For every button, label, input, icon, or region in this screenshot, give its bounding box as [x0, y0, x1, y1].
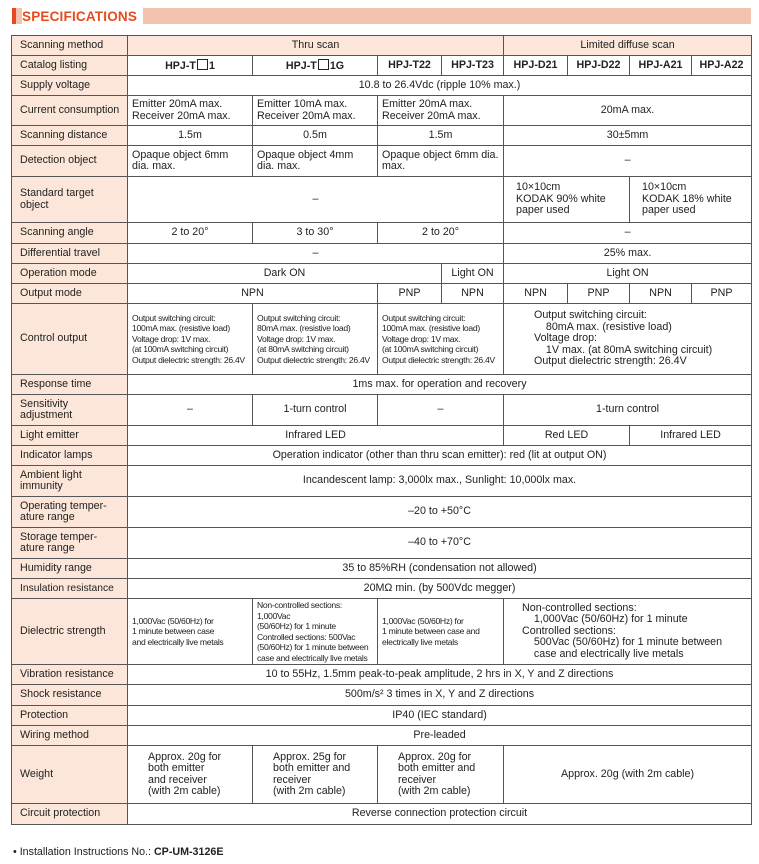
- value-angle-1: 2 to 20°: [128, 223, 253, 244]
- label-wiring: Wiring method: [12, 726, 128, 746]
- value-dielectric-2: Non-controlled sections: 1,000Vac (50/60Hz) for 1 minute Controlled sections: 500Vac (50/60Hz) for 1 minute between case and electrically live metals: [253, 599, 378, 665]
- model-hpj-d21: HPJ-D21: [504, 56, 568, 76]
- value-dielectric-3: 1,000Vac (50/60Hz) for 1 minute between case and electrically live metals: [378, 599, 504, 665]
- label-shock: Shock resistance: [12, 685, 128, 706]
- label-emitter: Light emitter: [12, 426, 128, 446]
- value-operating-temp: –20 to +50°C: [128, 497, 752, 528]
- model-hpj-d22: HPJ-D22: [568, 56, 630, 76]
- label-differential: Differential travel: [12, 244, 128, 264]
- value-emitter-a: Infrared LED: [630, 426, 752, 446]
- value-shock: 500m/s² 3 times in X, Y and Z directions: [128, 685, 752, 706]
- row-weight: [12, 746, 752, 804]
- value-indicator: Operation indicator (other than thru scan emitter): red (lit at output ON): [128, 446, 752, 466]
- value-emitter-d: Red LED: [504, 426, 630, 446]
- value-sensitivity-diffuse: 1-turn control: [504, 395, 752, 426]
- value-distance-diffuse: 30±5mm: [504, 126, 752, 146]
- label-current: Current consumption: [12, 96, 128, 126]
- value-response: 1ms max. for operation and recovery: [128, 375, 752, 395]
- row-target: [12, 177, 752, 223]
- label-target: Standard target object: [12, 177, 128, 223]
- value-target-a: 10×10cm KODAK 18% white paper used: [630, 177, 752, 223]
- value-humidity: 35 to 85%RH (condensation not allowed): [128, 559, 752, 579]
- value-control-2: Output switching circuit: 80mA max. (resistive load) Voltage drop: 1V max. (at 80mA switching circuit) Output dielectric strength: 26.4V: [253, 304, 378, 375]
- row-scanning-method: [12, 36, 752, 56]
- value-output-6: NPN: [630, 284, 692, 304]
- row-operation: [12, 264, 752, 284]
- installation-note: [13, 846, 223, 858]
- value-sensitivity-3: –: [378, 395, 504, 426]
- value-weight-3: Approx. 20g for both emitter and receiver (with 2m cable): [378, 746, 504, 804]
- value-distance-1: 1.5m: [128, 126, 253, 146]
- row-shock: [12, 685, 752, 706]
- value-current-2: Emitter 10mA max. Receiver 20mA max.: [253, 96, 378, 126]
- value-ambient: Incandescent lamp: 3,000lx max., Sunlight: 10,000lx max.: [128, 466, 752, 497]
- model-hpj-t-1g: HPJ-T 1G: [253, 56, 378, 76]
- label-operation: Operation mode: [12, 264, 128, 284]
- value-angle-3: 2 to 20°: [378, 223, 504, 244]
- value-sensitivity-2: 1-turn control: [253, 395, 378, 426]
- value-sensitivity-1: –: [128, 395, 253, 426]
- value-emitter-thru: Infrared LED: [128, 426, 504, 446]
- value-output-5: PNP: [568, 284, 630, 304]
- row-differential: [12, 244, 752, 264]
- value-protection: IP40 (IEC standard): [128, 706, 752, 726]
- model-hpj-t-1: HPJ-T 1: [128, 56, 253, 76]
- value-vibration: 10 to 55Hz, 1.5mm peak-to-peak amplitude, 2 hrs in X, Y and Z directions: [128, 665, 752, 685]
- row-output: [12, 284, 752, 304]
- value-dielectric-1: 1,000Vac (50/60Hz) for 1 minute between case and electrically live metals: [128, 599, 253, 665]
- row-humidity: [12, 559, 752, 579]
- specifications-table: [11, 35, 752, 825]
- label-sensitivity: Sensitivity adjustment: [12, 395, 128, 426]
- label-weight: Weight: [12, 746, 128, 804]
- section-title: SPECIFICATIONS: [22, 8, 143, 24]
- row-wiring: [12, 726, 752, 746]
- row-storage-temp: [12, 528, 752, 559]
- row-dielectric: [12, 599, 752, 665]
- value-output-1: NPN: [128, 284, 378, 304]
- row-circuit: [12, 804, 752, 825]
- value-detection-diffuse: –: [504, 146, 752, 177]
- note-code: CP-UM-3126E: [153, 846, 224, 858]
- value-differential-thru: –: [128, 244, 504, 264]
- value-current-1: Emitter 20mA max. Receiver 20mA max.: [128, 96, 253, 126]
- label-dielectric: Dielectric strength: [12, 599, 128, 665]
- value-dielectric-diffuse: Non-controlled sections: 1,000Vac (50/60Hz) for 1 minute Controlled sections: 500Vac (50/60Hz) for 1 minute between case and electrically live metals: [504, 599, 752, 665]
- row-insulation: [12, 579, 752, 599]
- value-angle-2: 3 to 30°: [253, 223, 378, 244]
- label-control: Control output: [12, 304, 128, 375]
- label-operating-temp: Operating temper- ature range: [12, 497, 128, 528]
- value-detection-3: Opaque object 6mm dia. max.: [378, 146, 504, 177]
- value-wiring: Pre-leaded: [128, 726, 752, 746]
- model-hpj-t22: HPJ-T22: [378, 56, 442, 76]
- model-hpj-t23: HPJ-T23: [442, 56, 504, 76]
- label-circuit: Circuit protection: [12, 804, 128, 825]
- placeholder-box-icon: [197, 59, 208, 70]
- model-hpj-a21: HPJ-A21: [630, 56, 692, 76]
- label-scanning-method: Scanning method: [12, 36, 128, 56]
- label-detection: Detection object: [12, 146, 128, 177]
- value-control-1: Output switching circuit: 100mA max. (resistive load) Voltage drop: 1V max. (at 100mA switching circuit) Output dielectric strength: 26.4V: [128, 304, 253, 375]
- value-current-diffuse: 20mA max.: [504, 96, 752, 126]
- value-weight-diffuse: Approx. 20g (with 2m cable): [504, 746, 752, 804]
- row-vibration: [12, 665, 752, 685]
- row-supply-voltage: [12, 76, 752, 96]
- label-supply-voltage: Supply voltage: [12, 76, 128, 96]
- value-output-4: NPN: [504, 284, 568, 304]
- value-target-d: 10×10cm KODAK 90% white paper used: [504, 177, 630, 223]
- value-weight-2: Approx. 25g for both emitter and receiver (with 2m cable): [253, 746, 378, 804]
- value-operation-dark: Dark ON: [128, 264, 442, 284]
- value-storage-temp: –40 to +70°C: [128, 528, 752, 559]
- row-detection: [12, 146, 752, 177]
- value-control-3: Output switching circuit: 100mA max. (resistive load) Voltage drop: 1V max. (at 100mA switching circuit) Output dielectric strength: 26.4V: [378, 304, 504, 375]
- row-distance: [12, 126, 752, 146]
- label-angle: Scanning angle: [12, 223, 128, 244]
- label-catalog: Catalog listing: [12, 56, 128, 76]
- value-output-7: PNP: [692, 284, 752, 304]
- value-current-3: Emitter 20mA max. Receiver 20mA max.: [378, 96, 504, 126]
- row-emitter: [12, 426, 752, 446]
- value-operation-light-diffuse: Light ON: [504, 264, 752, 284]
- label-indicator: Indicator lamps: [12, 446, 128, 466]
- label-insulation: Insulation resistance: [12, 579, 128, 599]
- row-angle: [12, 223, 752, 244]
- note-prefix: • Installation Instructions No.:: [13, 846, 154, 858]
- placeholder-box-icon: [318, 59, 329, 70]
- label-distance: Scanning distance: [12, 126, 128, 146]
- value-differential-diffuse: 25% max.: [504, 244, 752, 264]
- value-operation-light-thru: Light ON: [442, 264, 504, 284]
- header-diffuse-scan: Limited diffuse scan: [504, 36, 752, 56]
- value-detection-1: Opaque object 6mm dia. max.: [128, 146, 253, 177]
- row-indicator: [12, 446, 752, 466]
- row-sensitivity: [12, 395, 752, 426]
- label-storage-temp: Storage temper- ature range: [12, 528, 128, 559]
- row-control: [12, 304, 752, 375]
- model-hpj-a22: HPJ-A22: [692, 56, 752, 76]
- row-catalog: [12, 56, 752, 76]
- value-supply-voltage: 10.8 to 26.4Vdc (ripple 10% max.): [128, 76, 752, 96]
- value-weight-1: Approx. 20g for both emitter and receiver (with 2m cable): [128, 746, 253, 804]
- section-header-bar: [12, 8, 751, 24]
- row-ambient: [12, 466, 752, 497]
- value-insulation: 20MΩ min. (by 500Vdc megger): [128, 579, 752, 599]
- header-thru-scan: Thru scan: [128, 36, 504, 56]
- value-output-2: PNP: [378, 284, 442, 304]
- label-output: Output mode: [12, 284, 128, 304]
- value-distance-3: 1.5m: [378, 126, 504, 146]
- value-detection-2: Opaque object 4mm dia. max.: [253, 146, 378, 177]
- row-protection: [12, 706, 752, 726]
- row-operating-temp: [12, 497, 752, 528]
- label-protection: Protection: [12, 706, 128, 726]
- value-distance-2: 0.5m: [253, 126, 378, 146]
- value-angle-diffuse: –: [504, 223, 752, 244]
- value-circuit: Reverse connection protection circuit: [128, 804, 752, 825]
- label-response: Response time: [12, 375, 128, 395]
- value-target-thru: –: [128, 177, 504, 223]
- value-control-diffuse: Output switching circuit: 80mA max. (resistive load) Voltage drop: 1V max. (at 80mA switching circuit) Output dielectric strength: 26.4V: [504, 304, 752, 375]
- row-current: [12, 96, 752, 126]
- value-output-3: NPN: [442, 284, 504, 304]
- section-marker: [12, 8, 16, 24]
- label-humidity: Humidity range: [12, 559, 128, 579]
- label-vibration: Vibration resistance: [12, 665, 128, 685]
- row-response: [12, 375, 752, 395]
- label-ambient: Ambient light immunity: [12, 466, 128, 497]
